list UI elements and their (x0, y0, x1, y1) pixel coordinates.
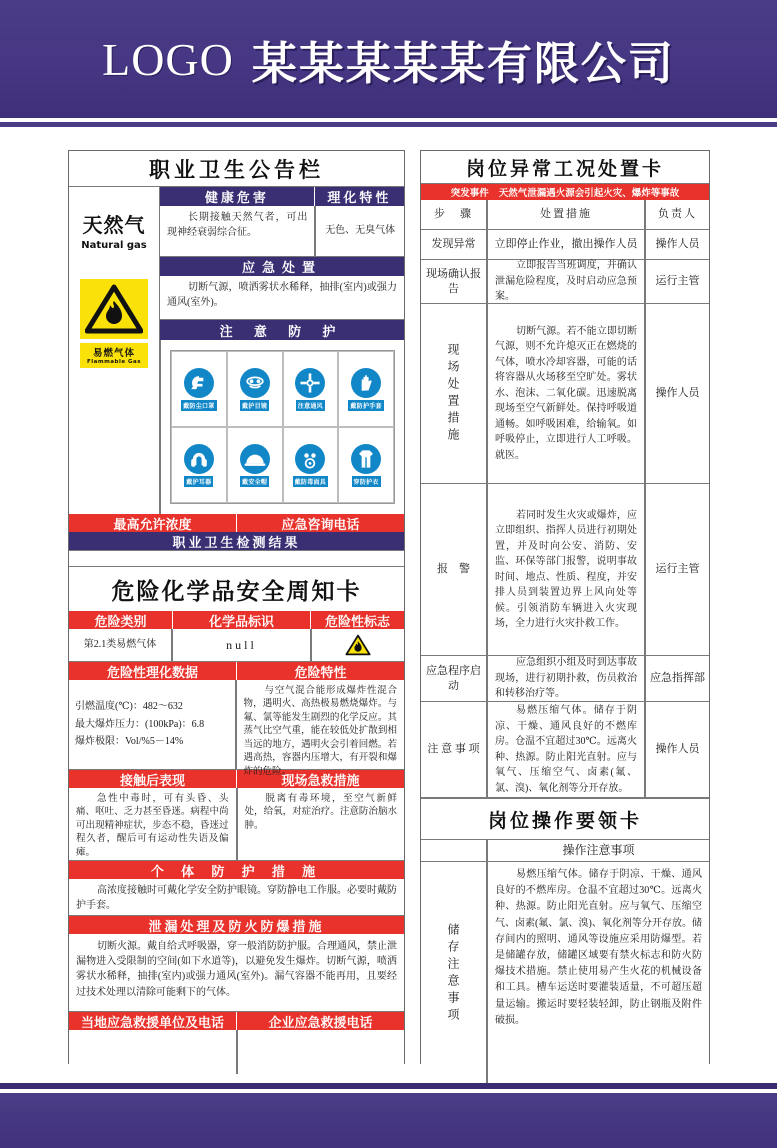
company-name: 某某某某某有限公司 (251, 36, 675, 90)
ventilation-icon (295, 368, 325, 398)
physdata-line-2: 最大爆炸压力：(100kPa)：6.8 (75, 718, 205, 730)
row-responsible: 操作人员 (645, 304, 709, 484)
ops-header-label: 操作注意事项 (487, 840, 709, 862)
ppe-item-4 (338, 351, 394, 427)
flammable-gas-pictogram (69, 273, 159, 514)
ppe-icon-grid (170, 350, 395, 504)
emergency-hotline-label: 应急咨询电话 (237, 514, 404, 532)
row-step: 注 意 事 项 (421, 702, 487, 798)
hazard-symbol-cell (311, 629, 404, 662)
ppe-label: 戴防毒面具 (293, 476, 329, 487)
table-row (421, 702, 709, 798)
row-step: 应急程序启动 (421, 656, 487, 702)
incident-banner (421, 184, 709, 200)
firstaid-header: 现场急救措施 (237, 770, 404, 788)
ops-row-label-cell (421, 862, 487, 1087)
flammable-gas-label-en: Flammable Gas (87, 359, 141, 365)
hazard-category-header: 危险类别 (69, 611, 173, 629)
col-header-responsible: 负责人 (645, 200, 709, 230)
logo-text: LOGO (102, 33, 234, 85)
health-hazard-header: 健康危害 (160, 187, 315, 206)
ppe-measure-text: 高浓度接触时可戴化学安全防护眼镜。穿防静电工作服。必要时戴防护手套。 (69, 879, 404, 916)
row-measure: 立即报告当班调度，并确认泄漏危险程度，及时启动应急预案。 (487, 260, 645, 304)
ppe-item-8 (338, 427, 394, 503)
warning-triangle-icon (80, 279, 148, 339)
table-row (421, 484, 709, 656)
flammable-gas-label (80, 343, 148, 368)
physdata-cell (69, 680, 236, 770)
ppe-measure-header: 个 体 防 护 措 施 (69, 861, 404, 879)
row-measure: 立即停止作业，撤出操作人员 (487, 230, 645, 260)
ppe-label: 戴安全帽 (240, 476, 269, 487)
footer-band (0, 1097, 777, 1148)
row-measure: 易燃压缩气体。储存于阴凉、干燥、通风良好的不燃库房。仓温不宜超过30℃。远离火种、热源。防止阳光直射。应与氧气、压缩空气、卤素(氟、氯、溴)、氧化剂等分开存放。 (487, 702, 645, 798)
exposure-header: 接触后表现 (69, 770, 237, 788)
row-responsible: 运行主管 (645, 260, 709, 304)
leak-handling-text: 切断火源。戴自给式呼吸器，穿一般消防防护服。合理通风，禁止泄漏物进入受限制的空间(如下水道等)，以避免发生爆炸。切断气源，喷洒雾状水稀释，抽排(室内)或强力通风(室外)。漏气容器不能再用，且要经过技术处理以清除可能剩下的气体。 (69, 934, 404, 1012)
ops-card-title: 岗位操作要领卡 (421, 798, 709, 840)
col-header-step: 步 骤 (421, 200, 487, 230)
max-concentration-label: 最高允许浓度 (69, 514, 237, 532)
hazard-category-value: 第2.1类易燃气体 (69, 629, 172, 662)
ppe-label: 穿防护衣 (352, 476, 381, 487)
dust-mask-icon (184, 368, 214, 398)
incident-text: 天然气泄漏遇火源会引起火灾、爆炸等事故 (498, 188, 680, 199)
hazard-symbol-header: 危险性标志 (311, 611, 404, 629)
health-test-result-value (69, 550, 404, 567)
row-measure: 若同时发生火灾或爆炸，应立即组织、指挥人员进行初期处置，并及时向公安、消防、安监、环保等部门报警，说明事故时间、地点、性质、程度，并安排人员到装置边界上风向处等候。引领消防车辆进入火灾现场，全力进行火灾扑救工作。 (487, 484, 645, 656)
col-header-measure: 处置措施 (487, 200, 645, 230)
firstaid-text: 脱离有毒环境，至空气新鲜处，给氧，对症治疗。注意防治脑水肿。 (237, 788, 405, 861)
ppe-item-1 (171, 351, 227, 427)
abnormal-condition-card (420, 150, 710, 1064)
row-measure: 切断气源。若不能立即切断气源，则不允许熄灭正在燃烧的气体，喷水冷却容器，可能的话将容器从火场移至空旷处。雾状水、泡沫、二氧化碳。迅速脱离现场至空气新鲜处。保持呼吸道通畅。如呼吸困难，给输氧。如呼吸停止，立即进行人工呼吸。就医。 (487, 304, 645, 484)
protection-header: 注 意 防 护 (160, 320, 404, 340)
row-responsible: 操作人员 (645, 702, 709, 798)
flame-warning-small-icon (345, 633, 371, 657)
header-divider-3 (0, 127, 777, 133)
hazard-properties-header: 危险特性 (237, 662, 404, 680)
chemical-identity-value: null (172, 629, 311, 662)
occupational-health-board (68, 150, 405, 1064)
row-step-label: 现场处置措施 (446, 342, 460, 445)
health-hazard-text: 长期接触天然气者，可出现神经衰弱综合征。 (160, 206, 315, 257)
chemical-identity-header: 化学品标识 (173, 611, 311, 629)
row-measure: 应急组织小组及时到达事故现场，进行初期扑救，伤员救治和转移治疗等。 (487, 656, 645, 702)
row-step: 现场确认报告 (421, 260, 487, 304)
protective-clothing-icon (351, 444, 381, 474)
helmet-icon (240, 444, 270, 474)
row-step (421, 304, 487, 484)
ppe-item-5 (171, 427, 227, 503)
ppe-item-2 (227, 351, 283, 427)
row-step: 报 警 (421, 484, 487, 656)
enterprise-rescue-value[interactable] (237, 1030, 405, 1074)
physdata-header: 危险性理化数据 (69, 662, 237, 680)
local-rescue-value[interactable] (69, 1030, 237, 1074)
ops-row-text: 易燃压缩气体。储存于阴凉、干燥、通风良好的不燃库房。仓温不宜超过30℃。远离火种、热源。防止阳光直射。应与氧气、压缩空气、卤素(氟、氯、溴)、氧化剂等分开存放。储存间内的照明、通风等设施应采用防爆型。若是储罐存放，储罐区域要有禁火标志和防火防爆技术措施。禁止使用易产生火花的机械设备和工具。槽车运送时要灌装适量，不可超压超量运输。搬运时要轻装轻卸，防止钢瓶及附件破损。 (487, 862, 709, 1087)
row-step: 发现异常 (421, 230, 487, 260)
emergency-response-text: 切断气源，喷洒雾状水稀释，抽排(室内)或强力通风(室外)。 (160, 276, 404, 320)
ppe-label: 注意通风 (296, 400, 325, 411)
physdata-line-3: 爆炸极限：Vol/%5－14% (75, 736, 184, 748)
hazard-properties-text: 与空气混合能形成爆炸性混合物，遇明火、高热极易燃烧爆炸。与氟、氯等能发生剧烈的化学反应。其蒸气比空气重，能在较低处扩散到相当远的地方，遇明火会引着回燃。若遇高热，容器内压增大，有开裂和爆炸的危险。 (236, 680, 405, 770)
physdata-line-1: 引燃温度(℃)：482～632 (75, 701, 183, 713)
ppe-item-7 (283, 427, 339, 503)
health-test-result-header: 职业卫生检测结果 (69, 532, 404, 550)
table-row (421, 230, 709, 260)
gas-mask-icon (295, 444, 325, 474)
local-rescue-header: 当地应急救援单位及电话 (69, 1012, 237, 1030)
ppe-label: 戴防尘口罩 (181, 400, 217, 411)
enterprise-rescue-header: 企业应急救援电话 (237, 1012, 404, 1030)
substance-name-en: Natural gas (81, 240, 147, 251)
exposure-text: 急性中毒时，可有头昏、头痛、呕吐、乏力甚至昏迷。病程中尚可出现精神症状，步态不稳，昏迷过程久者，醒后可有运动性失语及偏瘫。 (69, 788, 237, 861)
table-row (421, 304, 709, 484)
abnormal-condition-rows (421, 230, 709, 798)
incident-label: 突发事件 (450, 188, 489, 199)
header-band (0, 0, 777, 118)
substance-name-cn: 天然气 (82, 213, 146, 237)
left-panel-title: 职业卫生公告栏 (69, 151, 404, 187)
table-row (421, 260, 709, 304)
physchem-text: 无色、无臭气体 (315, 206, 404, 257)
ops-header-spacer (421, 840, 487, 862)
ppe-label: 戴护目镜 (240, 400, 269, 411)
flammable-gas-label-cn: 易燃气体 (92, 348, 135, 359)
ppe-label: 戴防护手套 (348, 400, 384, 411)
ppe-label: 戴护耳器 (184, 476, 213, 487)
right-panel-title: 岗位异常工况处置卡 (421, 151, 709, 184)
goggles-icon (240, 368, 270, 398)
hazard-card-title: 危险化学品安全周知卡 (111, 578, 362, 605)
ops-row-label: 储存注意事项 (446, 923, 460, 1025)
ear-protection-icon (184, 444, 214, 474)
gloves-icon (351, 368, 381, 398)
row-responsible: 应急指挥部 (645, 656, 709, 702)
ppe-item-6 (227, 427, 283, 503)
row-responsible: 运行主管 (645, 484, 709, 656)
substance-identity-cell (69, 187, 160, 514)
row-responsible: 操作人员 (645, 230, 709, 260)
emergency-response-header: 应急处置 (160, 257, 404, 276)
physchem-header: 理化特性 (315, 187, 404, 206)
flame-warning-icon (85, 284, 143, 334)
leak-handling-header: 泄漏处理及防火防爆措施 (69, 916, 404, 934)
ppe-item-3 (283, 351, 339, 427)
table-row (421, 656, 709, 702)
